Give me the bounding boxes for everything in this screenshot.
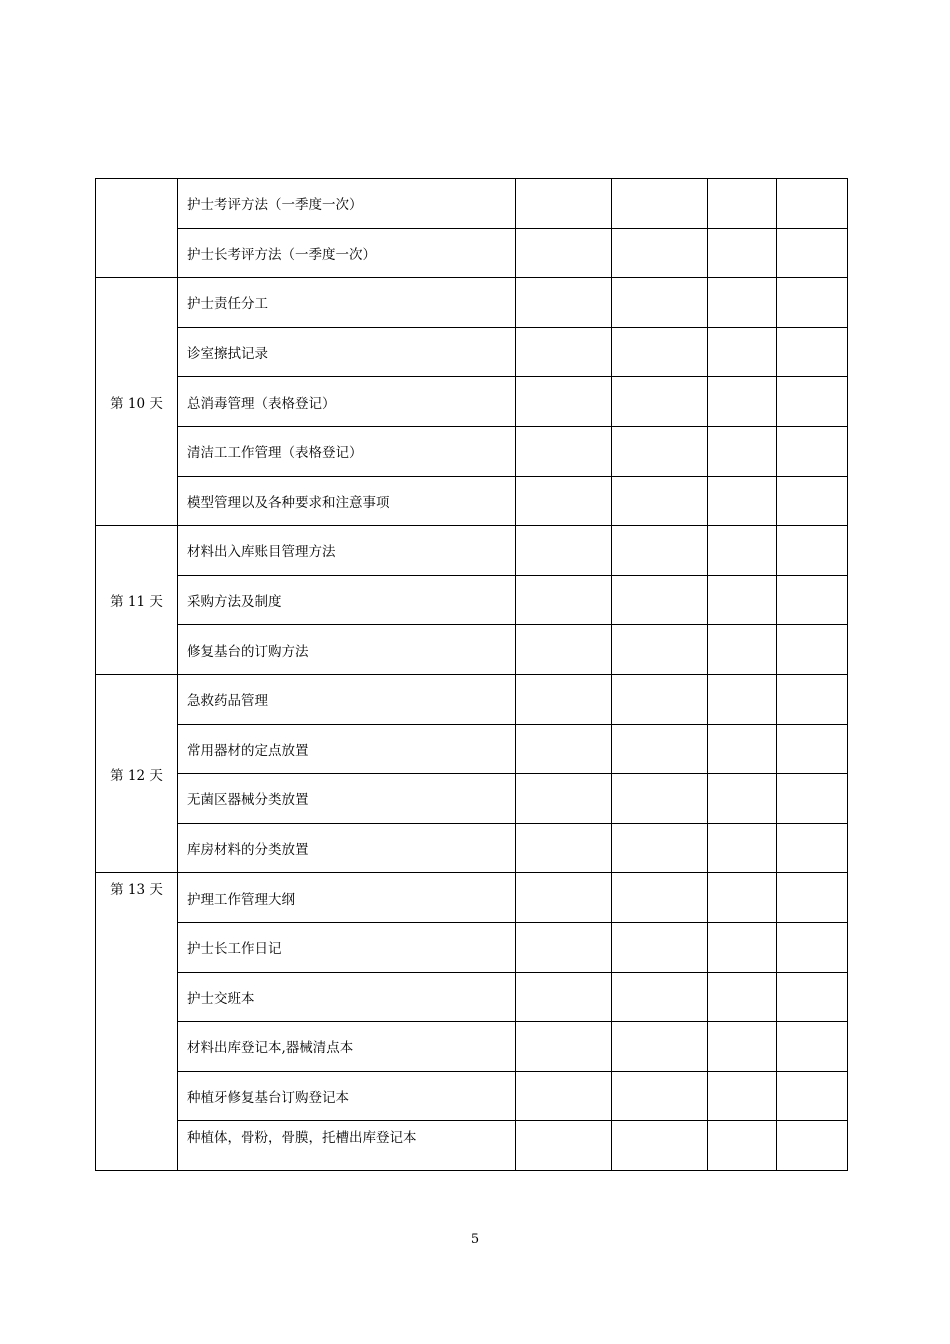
empty-cell — [612, 873, 708, 923]
empty-cell — [777, 426, 848, 476]
day-cell: 第 13 天 — [96, 873, 178, 1171]
item-cell: 急救药品管理 — [178, 674, 516, 724]
day-cell: 第 10 天 — [96, 278, 178, 526]
day-cell: 第 12 天 — [96, 674, 178, 872]
item-cell: 无菌区器械分类放置 — [178, 774, 516, 824]
page-number: 5 — [470, 1232, 480, 1247]
day-cell — [96, 179, 178, 278]
table-row — [96, 575, 848, 625]
empty-cell — [612, 575, 708, 625]
item-cell: 护士长工作日记 — [178, 922, 516, 972]
empty-cell — [708, 228, 777, 278]
table-row — [96, 476, 848, 526]
empty-cell — [777, 823, 848, 873]
schedule-table — [95, 178, 848, 1171]
empty-cell — [708, 724, 777, 774]
empty-cell — [708, 426, 777, 476]
table-row — [96, 972, 848, 1022]
table-row — [96, 724, 848, 774]
empty-cell — [612, 922, 708, 972]
empty-cell — [708, 873, 777, 923]
empty-cell — [516, 873, 612, 923]
item-cell: 修复基台的订购方法 — [178, 625, 516, 675]
table-row — [96, 377, 848, 427]
empty-cell — [777, 1022, 848, 1072]
empty-cell — [612, 327, 708, 377]
item-cell: 诊室擦拭记录 — [178, 327, 516, 377]
item-cell: 护士交班本 — [178, 972, 516, 1022]
table-row — [96, 674, 848, 724]
empty-cell — [708, 575, 777, 625]
item-cell: 材料出库登记本,器械清点本 — [178, 1022, 516, 1072]
item-cell: 总消毒管理（表格登记） — [178, 377, 516, 427]
empty-cell — [612, 278, 708, 328]
empty-cell — [612, 674, 708, 724]
empty-cell — [516, 724, 612, 774]
empty-cell — [516, 575, 612, 625]
table-row — [96, 873, 848, 923]
empty-cell — [612, 377, 708, 427]
empty-cell — [516, 179, 612, 229]
empty-cell — [516, 1071, 612, 1121]
empty-cell — [516, 625, 612, 675]
empty-cell — [612, 1121, 708, 1171]
empty-cell — [612, 476, 708, 526]
empty-cell — [516, 228, 612, 278]
item-cell: 常用器材的定点放置 — [178, 724, 516, 774]
table-row — [96, 1022, 848, 1072]
empty-cell — [777, 972, 848, 1022]
empty-cell — [516, 922, 612, 972]
empty-cell — [708, 327, 777, 377]
item-cell: 种植牙修复基台订购登记本 — [178, 1071, 516, 1121]
empty-cell — [516, 278, 612, 328]
empty-cell — [516, 1121, 612, 1171]
table-row — [96, 823, 848, 873]
table-row — [96, 228, 848, 278]
empty-cell — [708, 625, 777, 675]
empty-cell — [708, 922, 777, 972]
schedule-table-body — [96, 179, 848, 1171]
empty-cell — [612, 972, 708, 1022]
table-row — [96, 526, 848, 576]
empty-cell — [612, 228, 708, 278]
empty-cell — [708, 476, 777, 526]
empty-cell — [516, 377, 612, 427]
empty-cell — [612, 823, 708, 873]
empty-cell — [516, 823, 612, 873]
item-cell: 种植体，骨粉，骨膜，托槽出库登记本 — [178, 1121, 516, 1171]
empty-cell — [516, 476, 612, 526]
empty-cell — [708, 377, 777, 427]
table-row — [96, 625, 848, 675]
empty-cell — [777, 873, 848, 923]
empty-cell — [777, 228, 848, 278]
empty-cell — [612, 526, 708, 576]
empty-cell — [612, 724, 708, 774]
empty-cell — [777, 674, 848, 724]
empty-cell — [777, 724, 848, 774]
empty-cell — [516, 1022, 612, 1072]
empty-cell — [777, 1071, 848, 1121]
empty-cell — [708, 774, 777, 824]
day-cell: 第 11 天 — [96, 526, 178, 675]
table-row — [96, 1071, 848, 1121]
table-row — [96, 426, 848, 476]
empty-cell — [612, 426, 708, 476]
table-row — [96, 179, 848, 229]
empty-cell — [777, 625, 848, 675]
empty-cell — [708, 972, 777, 1022]
item-cell: 库房材料的分类放置 — [178, 823, 516, 873]
empty-cell — [612, 625, 708, 675]
table-row — [96, 774, 848, 824]
empty-cell — [777, 278, 848, 328]
empty-cell — [516, 972, 612, 1022]
empty-cell — [777, 179, 848, 229]
empty-cell — [777, 476, 848, 526]
item-cell: 材料出入库账目管理方法 — [178, 526, 516, 576]
empty-cell — [708, 823, 777, 873]
empty-cell — [516, 526, 612, 576]
item-cell: 护士责任分工 — [178, 278, 516, 328]
item-cell: 清洁工工作管理（表格登记） — [178, 426, 516, 476]
empty-cell — [516, 426, 612, 476]
empty-cell — [516, 327, 612, 377]
item-cell: 护理工作管理大纲 — [178, 873, 516, 923]
empty-cell — [516, 774, 612, 824]
empty-cell — [777, 1121, 848, 1171]
item-cell: 采购方法及制度 — [178, 575, 516, 625]
empty-cell — [516, 674, 612, 724]
empty-cell — [612, 774, 708, 824]
item-cell: 护士考评方法（一季度一次） — [178, 179, 516, 229]
table-row — [96, 278, 848, 328]
table-row — [96, 922, 848, 972]
empty-cell — [708, 179, 777, 229]
empty-cell — [612, 1022, 708, 1072]
empty-cell — [708, 674, 777, 724]
empty-cell — [708, 278, 777, 328]
empty-cell — [708, 1071, 777, 1121]
empty-cell — [777, 575, 848, 625]
empty-cell — [777, 377, 848, 427]
empty-cell — [708, 1022, 777, 1072]
empty-cell — [708, 1121, 777, 1171]
empty-cell — [612, 1071, 708, 1121]
empty-cell — [612, 179, 708, 229]
empty-cell — [777, 327, 848, 377]
empty-cell — [708, 526, 777, 576]
table-row — [96, 327, 848, 377]
empty-cell — [777, 526, 848, 576]
empty-cell — [777, 774, 848, 824]
empty-cell — [777, 922, 848, 972]
item-cell: 护士长考评方法（一季度一次） — [178, 228, 516, 278]
table-row — [96, 1121, 848, 1171]
item-cell: 模型管理以及各种要求和注意事项 — [178, 476, 516, 526]
